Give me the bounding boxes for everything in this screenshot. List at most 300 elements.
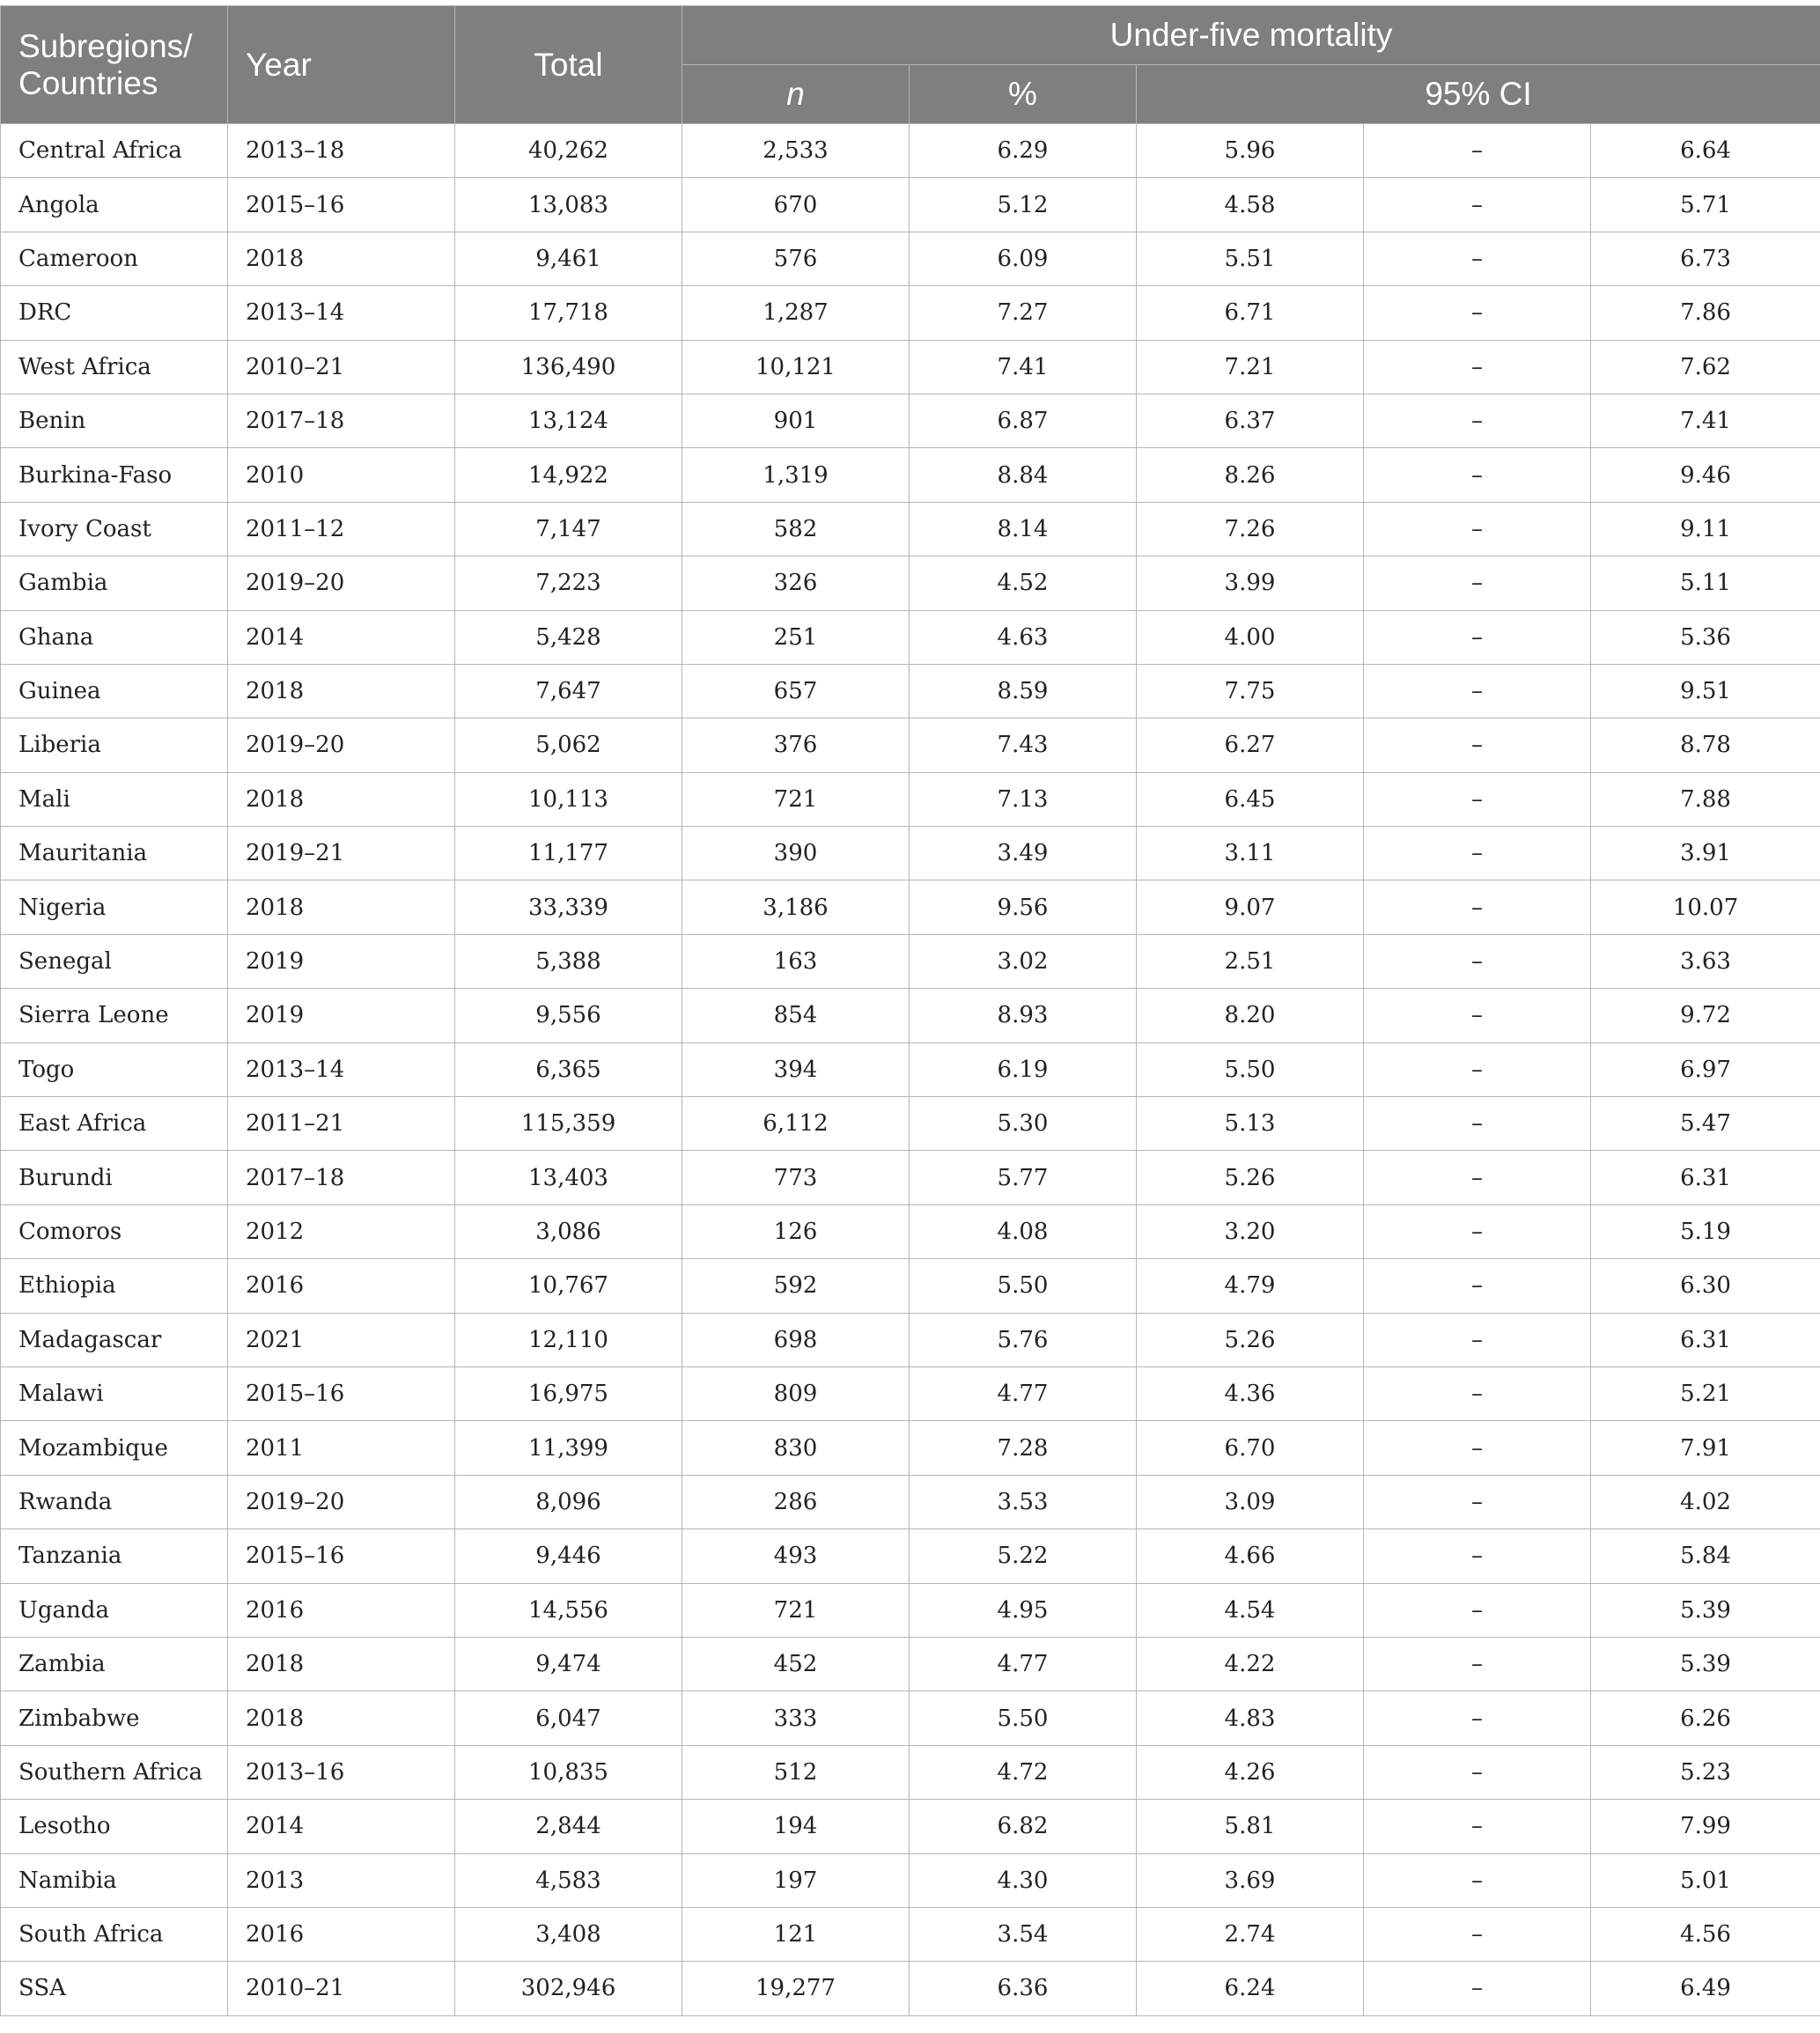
cell-year: 2019–20 bbox=[228, 1475, 455, 1528]
cell-year: 2010 bbox=[228, 448, 455, 502]
cell-ci-upper: 6.31 bbox=[1591, 1313, 1820, 1366]
cell-country: DRC bbox=[1, 286, 228, 340]
cell-percent: 7.13 bbox=[910, 772, 1137, 826]
cell-total: 5,062 bbox=[455, 718, 682, 772]
cell-ci-lower: 5.51 bbox=[1137, 232, 1364, 285]
cell-country: Benin bbox=[1, 394, 228, 447]
cell-n: 512 bbox=[682, 1745, 910, 1799]
cell-total: 5,388 bbox=[455, 934, 682, 988]
table-row bbox=[1, 178, 1820, 232]
cell-ci-separator: – bbox=[1364, 1691, 1591, 1745]
cell-ci-upper: 5.47 bbox=[1591, 1097, 1820, 1151]
cell-n: 194 bbox=[682, 1800, 910, 1853]
cell-total: 13,403 bbox=[455, 1151, 682, 1204]
cell-ci-separator: – bbox=[1364, 1042, 1591, 1096]
cell-ci-lower: 7.26 bbox=[1137, 502, 1364, 556]
cell-ci-separator: – bbox=[1364, 1259, 1591, 1313]
cell-percent: 4.30 bbox=[910, 1853, 1137, 1907]
cell-percent: 5.22 bbox=[910, 1529, 1137, 1583]
cell-percent: 7.41 bbox=[910, 340, 1137, 394]
cell-ci-separator: – bbox=[1364, 1313, 1591, 1366]
cell-year: 2015–16 bbox=[228, 1529, 455, 1583]
cell-percent: 4.52 bbox=[910, 556, 1137, 610]
cell-percent: 5.76 bbox=[910, 1313, 1137, 1366]
cell-total: 2,844 bbox=[455, 1800, 682, 1853]
cell-ci-separator: – bbox=[1364, 1421, 1591, 1475]
cell-total: 136,490 bbox=[455, 340, 682, 394]
cell-n: 10,121 bbox=[682, 340, 910, 394]
table-row bbox=[1, 232, 1820, 285]
cell-year: 2018 bbox=[228, 232, 455, 285]
cell-ci-lower: 3.11 bbox=[1137, 827, 1364, 880]
cell-ci-lower: 4.66 bbox=[1137, 1529, 1364, 1583]
cell-ci-lower: 3.09 bbox=[1137, 1475, 1364, 1528]
table-row bbox=[1, 880, 1820, 934]
cell-year: 2019–20 bbox=[228, 556, 455, 610]
cell-percent: 3.02 bbox=[910, 934, 1137, 988]
cell-n: 326 bbox=[682, 556, 910, 610]
cell-ci-upper: 6.26 bbox=[1591, 1691, 1820, 1745]
cell-ci-separator: – bbox=[1364, 124, 1591, 178]
cell-n: 698 bbox=[682, 1313, 910, 1366]
header-percent: % bbox=[910, 65, 1137, 124]
table-row bbox=[1, 989, 1820, 1042]
table-row bbox=[1, 394, 1820, 447]
cell-year: 2018 bbox=[228, 664, 455, 718]
cell-ci-upper: 4.56 bbox=[1591, 1907, 1820, 1961]
cell-percent: 8.84 bbox=[910, 448, 1137, 502]
cell-ci-lower: 3.99 bbox=[1137, 556, 1364, 610]
table-row bbox=[1, 1529, 1820, 1583]
cell-total: 9,461 bbox=[455, 232, 682, 285]
table-row bbox=[1, 1097, 1820, 1151]
cell-total: 14,922 bbox=[455, 448, 682, 502]
cell-percent: 5.50 bbox=[910, 1691, 1137, 1745]
cell-year: 2016 bbox=[228, 1907, 455, 1961]
cell-n: 2,533 bbox=[682, 124, 910, 178]
cell-ci-upper: 7.91 bbox=[1591, 1421, 1820, 1475]
cell-ci-upper: 6.64 bbox=[1591, 124, 1820, 178]
table-row bbox=[1, 1259, 1820, 1313]
table-row bbox=[1, 1583, 1820, 1637]
table-row bbox=[1, 934, 1820, 988]
cell-country: West Africa bbox=[1, 340, 228, 394]
cell-ci-upper: 5.19 bbox=[1591, 1204, 1820, 1258]
table-row bbox=[1, 1800, 1820, 1853]
table-row bbox=[1, 1907, 1820, 1961]
cell-year: 2018 bbox=[228, 1637, 455, 1690]
cell-year: 2010–21 bbox=[228, 340, 455, 394]
cell-ci-separator: – bbox=[1364, 934, 1591, 988]
cell-ci-lower: 6.27 bbox=[1137, 718, 1364, 772]
cell-year: 2016 bbox=[228, 1259, 455, 1313]
table-row bbox=[1, 1151, 1820, 1204]
cell-ci-upper: 6.73 bbox=[1591, 232, 1820, 285]
cell-percent: 3.53 bbox=[910, 1475, 1137, 1528]
cell-ci-upper: 5.39 bbox=[1591, 1583, 1820, 1637]
cell-n: 286 bbox=[682, 1475, 910, 1528]
cell-ci-upper: 3.63 bbox=[1591, 934, 1820, 988]
cell-year: 2013 bbox=[228, 1853, 455, 1907]
cell-ci-separator: – bbox=[1364, 772, 1591, 826]
cell-country: Tanzania bbox=[1, 1529, 228, 1583]
header-country bbox=[1, 6, 228, 124]
cell-ci-separator: – bbox=[1364, 556, 1591, 610]
table-header bbox=[1, 6, 1820, 124]
cell-ci-upper: 7.99 bbox=[1591, 1800, 1820, 1853]
cell-country: Namibia bbox=[1, 1853, 228, 1907]
table-row bbox=[1, 1421, 1820, 1475]
table-row bbox=[1, 1745, 1820, 1799]
mortality-table bbox=[0, 5, 1820, 2016]
cell-ci-upper: 5.01 bbox=[1591, 1853, 1820, 1907]
cell-ci-separator: – bbox=[1364, 827, 1591, 880]
cell-total: 6,365 bbox=[455, 1042, 682, 1096]
cell-year: 2018 bbox=[228, 772, 455, 826]
cell-ci-lower: 7.21 bbox=[1137, 340, 1364, 394]
cell-ci-separator: – bbox=[1364, 340, 1591, 394]
cell-percent: 4.63 bbox=[910, 610, 1137, 664]
cell-country: SSA bbox=[1, 1962, 228, 2015]
cell-ci-lower: 3.69 bbox=[1137, 1853, 1364, 1907]
cell-country: Southern Africa bbox=[1, 1745, 228, 1799]
cell-ci-upper: 9.51 bbox=[1591, 664, 1820, 718]
cell-country: Comoros bbox=[1, 1204, 228, 1258]
cell-ci-separator: – bbox=[1364, 502, 1591, 556]
cell-year: 2012 bbox=[228, 1204, 455, 1258]
cell-year: 2019 bbox=[228, 934, 455, 988]
cell-ci-upper: 6.31 bbox=[1591, 1151, 1820, 1204]
table-row bbox=[1, 610, 1820, 664]
table-row bbox=[1, 1475, 1820, 1528]
cell-n: 582 bbox=[682, 502, 910, 556]
cell-country: Burkina-Faso bbox=[1, 448, 228, 502]
table-body bbox=[1, 124, 1820, 2016]
cell-ci-separator: – bbox=[1364, 880, 1591, 934]
cell-country: Nigeria bbox=[1, 880, 228, 934]
table-row bbox=[1, 772, 1820, 826]
cell-year: 2011 bbox=[228, 1421, 455, 1475]
cell-percent: 4.77 bbox=[910, 1366, 1137, 1420]
table-row bbox=[1, 827, 1820, 880]
table-row bbox=[1, 556, 1820, 610]
cell-ci-lower: 6.24 bbox=[1137, 1962, 1364, 2015]
cell-ci-upper: 8.78 bbox=[1591, 718, 1820, 772]
cell-percent: 6.82 bbox=[910, 1800, 1137, 1853]
table-row bbox=[1, 1313, 1820, 1366]
table-row bbox=[1, 124, 1820, 178]
cell-year: 2018 bbox=[228, 880, 455, 934]
cell-total: 10,835 bbox=[455, 1745, 682, 1799]
cell-year: 2021 bbox=[228, 1313, 455, 1366]
table-row bbox=[1, 1853, 1820, 1907]
cell-ci-separator: – bbox=[1364, 1151, 1591, 1204]
cell-n: 3,186 bbox=[682, 880, 910, 934]
cell-total: 40,262 bbox=[455, 124, 682, 178]
header-ci: 95% CI bbox=[1137, 65, 1820, 124]
cell-ci-lower: 2.51 bbox=[1137, 934, 1364, 988]
cell-year: 2013–16 bbox=[228, 1745, 455, 1799]
cell-ci-lower: 7.75 bbox=[1137, 664, 1364, 718]
cell-percent: 4.95 bbox=[910, 1583, 1137, 1637]
table-row bbox=[1, 718, 1820, 772]
cell-percent: 4.08 bbox=[910, 1204, 1137, 1258]
cell-ci-lower: 6.71 bbox=[1137, 286, 1364, 340]
cell-ci-separator: – bbox=[1364, 1853, 1591, 1907]
cell-n: 854 bbox=[682, 989, 910, 1042]
cell-n: 592 bbox=[682, 1259, 910, 1313]
cell-total: 7,147 bbox=[455, 502, 682, 556]
cell-country: Gambia bbox=[1, 556, 228, 610]
cell-ci-lower: 4.00 bbox=[1137, 610, 1364, 664]
cell-percent: 6.09 bbox=[910, 232, 1137, 285]
cell-total: 5,428 bbox=[455, 610, 682, 664]
cell-total: 302,946 bbox=[455, 1962, 682, 2015]
cell-country: Zimbabwe bbox=[1, 1691, 228, 1745]
cell-ci-upper: 7.41 bbox=[1591, 394, 1820, 447]
cell-total: 10,113 bbox=[455, 772, 682, 826]
cell-ci-lower: 5.26 bbox=[1137, 1313, 1364, 1366]
cell-total: 17,718 bbox=[455, 286, 682, 340]
cell-total: 12,110 bbox=[455, 1313, 682, 1366]
table-row bbox=[1, 1637, 1820, 1690]
cell-total: 33,339 bbox=[455, 880, 682, 934]
cell-year: 2019–21 bbox=[228, 827, 455, 880]
cell-ci-lower: 5.26 bbox=[1137, 1151, 1364, 1204]
cell-total: 9,474 bbox=[455, 1637, 682, 1690]
cell-percent: 8.93 bbox=[910, 989, 1137, 1042]
cell-year: 2019–20 bbox=[228, 718, 455, 772]
cell-country: South Africa bbox=[1, 1907, 228, 1961]
cell-ci-separator: – bbox=[1364, 664, 1591, 718]
cell-ci-lower: 6.37 bbox=[1137, 394, 1364, 447]
cell-ci-upper: 4.02 bbox=[1591, 1475, 1820, 1528]
cell-total: 7,647 bbox=[455, 664, 682, 718]
cell-country: Togo bbox=[1, 1042, 228, 1096]
cell-percent: 7.28 bbox=[910, 1421, 1137, 1475]
cell-total: 8,096 bbox=[455, 1475, 682, 1528]
cell-total: 3,408 bbox=[455, 1907, 682, 1961]
cell-ci-lower: 5.81 bbox=[1137, 1800, 1364, 1853]
cell-n: 121 bbox=[682, 1907, 910, 1961]
cell-country: Zambia bbox=[1, 1637, 228, 1690]
cell-n: 390 bbox=[682, 827, 910, 880]
cell-total: 11,399 bbox=[455, 1421, 682, 1475]
cell-n: 670 bbox=[682, 178, 910, 232]
cell-year: 2014 bbox=[228, 1800, 455, 1853]
cell-n: 376 bbox=[682, 718, 910, 772]
cell-percent: 4.72 bbox=[910, 1745, 1137, 1799]
cell-year: 2013–14 bbox=[228, 286, 455, 340]
cell-total: 4,583 bbox=[455, 1853, 682, 1907]
cell-country: Liberia bbox=[1, 718, 228, 772]
table-row bbox=[1, 448, 1820, 502]
cell-percent: 6.87 bbox=[910, 394, 1137, 447]
cell-n: 493 bbox=[682, 1529, 910, 1583]
cell-ci-lower: 8.26 bbox=[1137, 448, 1364, 502]
cell-country: Malawi bbox=[1, 1366, 228, 1420]
cell-n: 721 bbox=[682, 1583, 910, 1637]
cell-ci-separator: – bbox=[1364, 1366, 1591, 1420]
table-row bbox=[1, 664, 1820, 718]
cell-ci-lower: 3.20 bbox=[1137, 1204, 1364, 1258]
cell-ci-separator: – bbox=[1364, 1800, 1591, 1853]
cell-n: 197 bbox=[682, 1853, 910, 1907]
cell-n: 1,319 bbox=[682, 448, 910, 502]
cell-ci-lower: 4.54 bbox=[1137, 1583, 1364, 1637]
cell-percent: 5.77 bbox=[910, 1151, 1137, 1204]
cell-ci-upper: 5.11 bbox=[1591, 556, 1820, 610]
cell-year: 2011–12 bbox=[228, 502, 455, 556]
cell-ci-separator: – bbox=[1364, 1637, 1591, 1690]
cell-total: 115,359 bbox=[455, 1097, 682, 1151]
cell-n: 19,277 bbox=[682, 1962, 910, 2015]
table-row bbox=[1, 340, 1820, 394]
cell-total: 16,975 bbox=[455, 1366, 682, 1420]
cell-total: 13,083 bbox=[455, 178, 682, 232]
cell-country: Uganda bbox=[1, 1583, 228, 1637]
cell-n: 163 bbox=[682, 934, 910, 988]
cell-country: Rwanda bbox=[1, 1475, 228, 1528]
cell-n: 576 bbox=[682, 232, 910, 285]
cell-country: Guinea bbox=[1, 664, 228, 718]
cell-percent: 3.54 bbox=[910, 1907, 1137, 1961]
cell-ci-lower: 4.36 bbox=[1137, 1366, 1364, 1420]
cell-ci-separator: – bbox=[1364, 232, 1591, 285]
cell-n: 6,112 bbox=[682, 1097, 910, 1151]
cell-percent: 6.36 bbox=[910, 1962, 1137, 2015]
cell-total: 9,446 bbox=[455, 1529, 682, 1583]
cell-percent: 6.19 bbox=[910, 1042, 1137, 1096]
cell-country: Angola bbox=[1, 178, 228, 232]
table-row bbox=[1, 502, 1820, 556]
cell-country: Cameroon bbox=[1, 232, 228, 285]
cell-ci-lower: 8.20 bbox=[1137, 989, 1364, 1042]
cell-n: 721 bbox=[682, 772, 910, 826]
cell-country: Ghana bbox=[1, 610, 228, 664]
cell-ci-separator: – bbox=[1364, 1583, 1591, 1637]
cell-n: 657 bbox=[682, 664, 910, 718]
cell-year: 2016 bbox=[228, 1583, 455, 1637]
header-country-label: Subregions/ Countries bbox=[18, 27, 193, 101]
table-row bbox=[1, 1366, 1820, 1420]
cell-n: 773 bbox=[682, 1151, 910, 1204]
cell-percent: 5.50 bbox=[910, 1259, 1137, 1313]
cell-year: 2013–14 bbox=[228, 1042, 455, 1096]
cell-ci-separator: – bbox=[1364, 394, 1591, 447]
cell-percent: 8.59 bbox=[910, 664, 1137, 718]
cell-n: 251 bbox=[682, 610, 910, 664]
cell-n: 333 bbox=[682, 1691, 910, 1745]
cell-ci-lower: 6.70 bbox=[1137, 1421, 1364, 1475]
cell-year: 2015–16 bbox=[228, 178, 455, 232]
cell-percent: 3.49 bbox=[910, 827, 1137, 880]
cell-country: Senegal bbox=[1, 934, 228, 988]
cell-ci-lower: 4.26 bbox=[1137, 1745, 1364, 1799]
cell-ci-separator: – bbox=[1364, 1097, 1591, 1151]
cell-ci-upper: 6.30 bbox=[1591, 1259, 1820, 1313]
cell-country: East Africa bbox=[1, 1097, 228, 1151]
cell-ci-lower: 9.07 bbox=[1137, 880, 1364, 934]
cell-total: 7,223 bbox=[455, 556, 682, 610]
cell-ci-separator: – bbox=[1364, 1745, 1591, 1799]
cell-ci-separator: – bbox=[1364, 1962, 1591, 2015]
cell-n: 1,287 bbox=[682, 286, 910, 340]
cell-ci-lower: 2.74 bbox=[1137, 1907, 1364, 1961]
cell-ci-upper: 10.07 bbox=[1591, 880, 1820, 934]
cell-ci-upper: 3.91 bbox=[1591, 827, 1820, 880]
cell-ci-separator: – bbox=[1364, 1204, 1591, 1258]
cell-percent: 7.43 bbox=[910, 718, 1137, 772]
cell-ci-lower: 4.79 bbox=[1137, 1259, 1364, 1313]
cell-ci-upper: 9.72 bbox=[1591, 989, 1820, 1042]
cell-country: Lesotho bbox=[1, 1800, 228, 1853]
cell-year: 2013–18 bbox=[228, 124, 455, 178]
cell-country: Ivory Coast bbox=[1, 502, 228, 556]
cell-ci-separator: – bbox=[1364, 1907, 1591, 1961]
cell-total: 9,556 bbox=[455, 989, 682, 1042]
cell-ci-upper: 5.84 bbox=[1591, 1529, 1820, 1583]
cell-percent: 6.29 bbox=[910, 124, 1137, 178]
cell-country: Burundi bbox=[1, 1151, 228, 1204]
cell-ci-upper: 5.39 bbox=[1591, 1637, 1820, 1690]
cell-ci-separator: – bbox=[1364, 718, 1591, 772]
cell-country: Mauritania bbox=[1, 827, 228, 880]
cell-ci-separator: – bbox=[1364, 1475, 1591, 1528]
cell-ci-separator: – bbox=[1364, 1529, 1591, 1583]
cell-ci-upper: 7.88 bbox=[1591, 772, 1820, 826]
cell-country: Madagascar bbox=[1, 1313, 228, 1366]
cell-percent: 8.14 bbox=[910, 502, 1137, 556]
cell-country: Central Africa bbox=[1, 124, 228, 178]
cell-n: 452 bbox=[682, 1637, 910, 1690]
cell-ci-lower: 5.50 bbox=[1137, 1042, 1364, 1096]
cell-ci-upper: 9.46 bbox=[1591, 448, 1820, 502]
cell-year: 2015–16 bbox=[228, 1366, 455, 1420]
cell-n: 809 bbox=[682, 1366, 910, 1420]
table-row bbox=[1, 1691, 1820, 1745]
cell-country: Ethiopia bbox=[1, 1259, 228, 1313]
cell-ci-lower: 5.96 bbox=[1137, 124, 1364, 178]
cell-ci-upper: 5.23 bbox=[1591, 1745, 1820, 1799]
cell-year: 2010–21 bbox=[228, 1962, 455, 2015]
cell-total: 14,556 bbox=[455, 1583, 682, 1637]
table-row bbox=[1, 286, 1820, 340]
cell-year: 2017–18 bbox=[228, 394, 455, 447]
cell-year: 2019 bbox=[228, 989, 455, 1042]
table-row bbox=[1, 1204, 1820, 1258]
cell-ci-upper: 7.62 bbox=[1591, 340, 1820, 394]
cell-percent: 4.77 bbox=[910, 1637, 1137, 1690]
cell-country: Mali bbox=[1, 772, 228, 826]
cell-n: 394 bbox=[682, 1042, 910, 1096]
cell-ci-separator: – bbox=[1364, 610, 1591, 664]
cell-ci-upper: 7.86 bbox=[1591, 286, 1820, 340]
cell-percent: 9.56 bbox=[910, 880, 1137, 934]
header-total: Total bbox=[455, 6, 682, 124]
cell-n: 126 bbox=[682, 1204, 910, 1258]
cell-ci-upper: 5.21 bbox=[1591, 1366, 1820, 1420]
cell-ci-lower: 4.83 bbox=[1137, 1691, 1364, 1745]
cell-total: 11,177 bbox=[455, 827, 682, 880]
cell-ci-lower: 6.45 bbox=[1137, 772, 1364, 826]
cell-total: 6,047 bbox=[455, 1691, 682, 1745]
cell-ci-separator: – bbox=[1364, 448, 1591, 502]
cell-ci-separator: – bbox=[1364, 989, 1591, 1042]
cell-country: Sierra Leone bbox=[1, 989, 228, 1042]
cell-year: 2018 bbox=[228, 1691, 455, 1745]
cell-ci-lower: 4.58 bbox=[1137, 178, 1364, 232]
